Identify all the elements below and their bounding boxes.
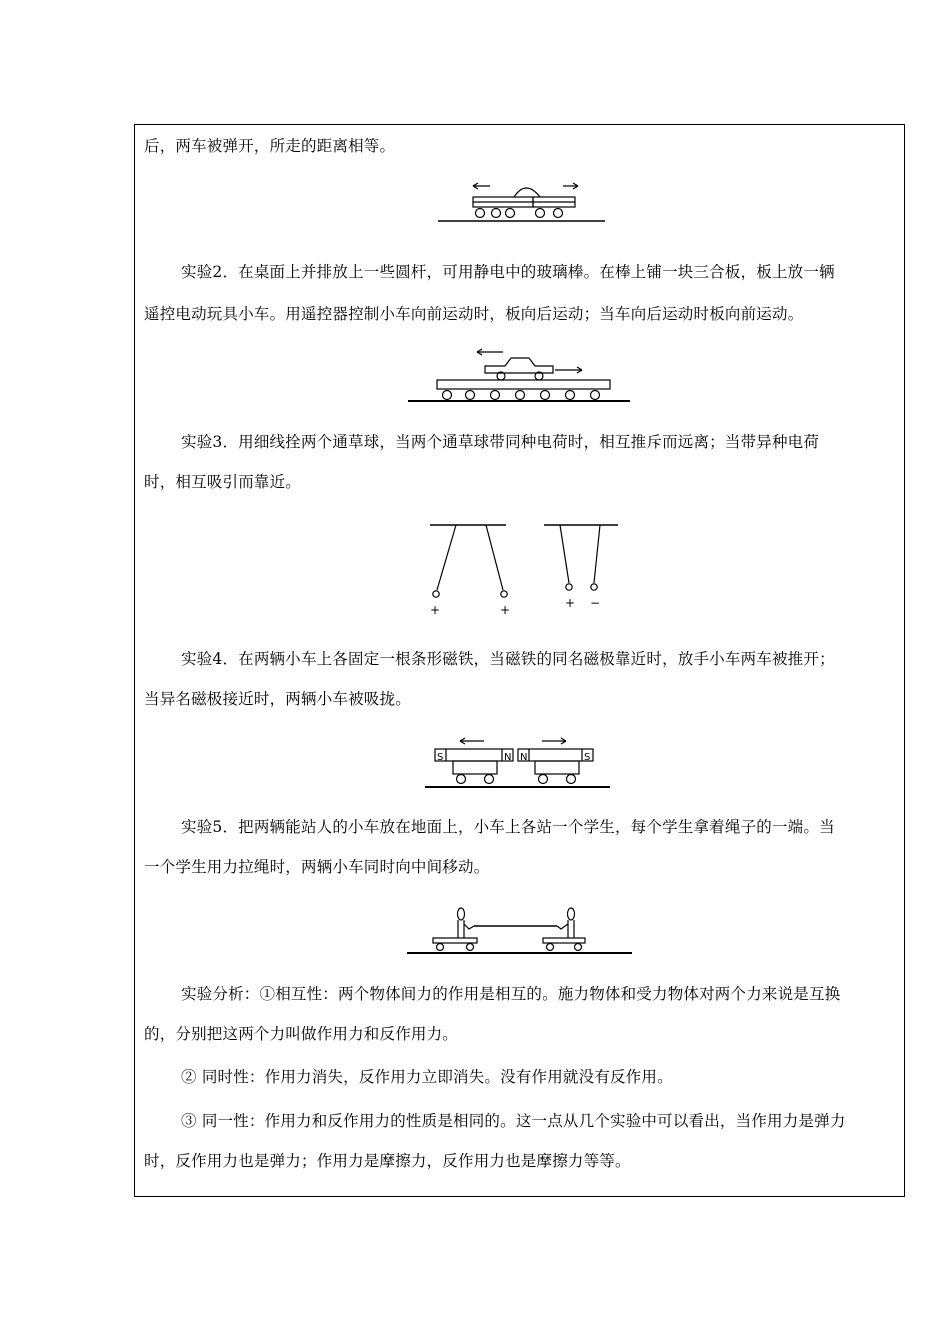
figure-students-rope <box>405 900 635 960</box>
paragraph-line: 实验2．在桌面上并排放上一些圆杆，可用静电中的玻璃棒。在棒上铺一块三合板，板上放一辆 <box>181 263 835 281</box>
paragraph-line: 时，反作用力也是弹力；作用力是摩擦力，反作用力也是摩擦力等等。 <box>144 1152 631 1170</box>
magnet-pole-label: S <box>437 752 444 763</box>
paragraph-line: 实验分析：①相互性：两个物体间力的作用是相互的。施力物体和受力物体对两个力来说是互换 <box>181 985 841 1003</box>
figure-charged-balls <box>420 520 630 620</box>
figure-magnet-carts <box>420 733 620 793</box>
charge-label: + <box>500 603 511 617</box>
paragraph-line: 后，两车被弹开，所走的距离相等。 <box>144 137 396 155</box>
paragraph-line: 时，相互吸引而靠近。 <box>144 473 302 491</box>
paragraph-line: 当异名磁极接近时，两辆小车被吸拢。 <box>144 690 411 708</box>
figure-carts-spring <box>430 175 610 225</box>
paragraph-line: ② 同时性：作用力消失，反作用力立即消失。没有作用就没有反作用。 <box>181 1068 673 1086</box>
paragraph-line: 遥控电动玩具小车。用遥控器控制小车向前运动时，板向后运动；当车向后运动时板向前运动。 <box>144 305 804 323</box>
charge-label: + <box>565 596 576 610</box>
magnet-pole-label: N <box>520 752 528 763</box>
magnet-pole-label: S <box>584 752 591 763</box>
paragraph-line: ③ 同一性：作用力和反作用力的性质是相同的。这一点从几个实验中可以看出，当作用力是弹力 <box>181 1112 846 1130</box>
paragraph-line: 的，分别把这两个力叫做作用力和反作用力。 <box>144 1025 459 1043</box>
charge-label: − <box>590 596 601 610</box>
paragraph-line: 实验5．把两辆能站人的小车放在地面上，小车上各站一个学生，每个学生拿着绳子的一端。当 <box>181 818 835 836</box>
paragraph-line: 一个学生用力拉绳时，两辆小车同时向中间移动。 <box>144 858 490 876</box>
paragraph-line: 实验4．在两辆小车上各固定一根条形磁铁，当磁铁的同名磁极靠近时，放手小车两车被推开； <box>181 650 835 668</box>
magnet-pole-label: N <box>504 752 512 763</box>
figure-car-board-rollers <box>405 345 635 405</box>
charge-label: + <box>430 603 441 617</box>
paragraph-line: 实验3．用细线拴两个通草球，当两个通草球带同种电荷时，相互推斥而远离；当带异种电荷 <box>181 433 820 451</box>
